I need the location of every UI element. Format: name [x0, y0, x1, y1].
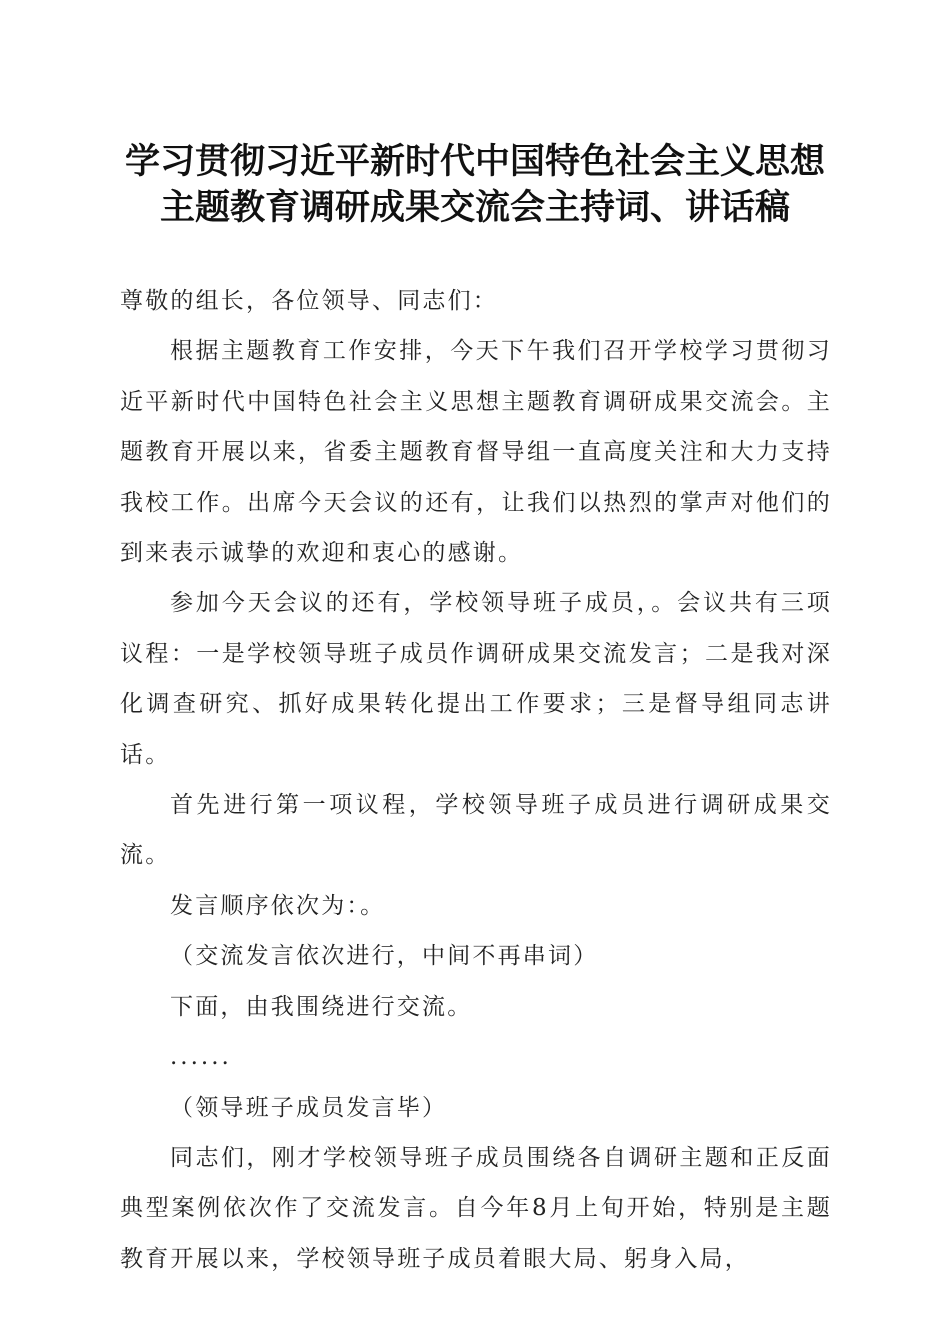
- paragraph-summary: 同志们，刚才学校领导班子成员围绕各自调研主题和正反面典型案例依次作了交流发言。自今年8月上旬开始，特别是主题教育开展以来，学校领导班子成员着眼大局、躬身入局，: [120, 1144, 832, 1272]
- paragraph-own-speech: 下面，由我围绕进行交流。: [170, 993, 473, 1020]
- paragraph-opening: 根据主题教育工作安排，今天下午我们召开学校学习贯彻习近平新时代中国特色社会主义思想主题教育调研成果交流会。主题教育开展以来，省委主题教育督导组一直高度关注和大力支持我校工作。出席今天会议的还有，让我们以热烈的掌声对他们的到来表示诚挚的欢迎和衷心的感谢。: [120, 338, 832, 567]
- paragraph-first-item: 首先进行第一项议程，学校领导班子成员进行调研成果交流。: [120, 792, 832, 869]
- document-title-line-1: 学习贯彻习近平新时代中国特色社会主义思想: [124, 142, 825, 182]
- salutation: 尊敬的组长，各位领导、同志们：: [120, 288, 498, 314]
- document-body: [120, 276, 832, 1284]
- document-title-line-2: 主题教育调研成果交流会主持词、讲话稿: [159, 188, 790, 228]
- paragraph-agenda: 参加今天会议的还有，学校领导班子成员，。会议共有三项议程：一是学校领导班子成员作调研成果交流发言；二是我对深化调查研究、抓好成果转化提出工作要求；三是督导组同志讲话。: [120, 590, 832, 768]
- paragraph-ellipsis: ......: [170, 1044, 232, 1071]
- paragraph-stage-note-end: （领导班子成员发言毕）: [170, 1094, 448, 1121]
- paragraph-speaking-order: 发言顺序依次为：。: [170, 892, 386, 919]
- paragraph-stage-note: （交流发言依次进行，中间不再串词）: [170, 943, 599, 970]
